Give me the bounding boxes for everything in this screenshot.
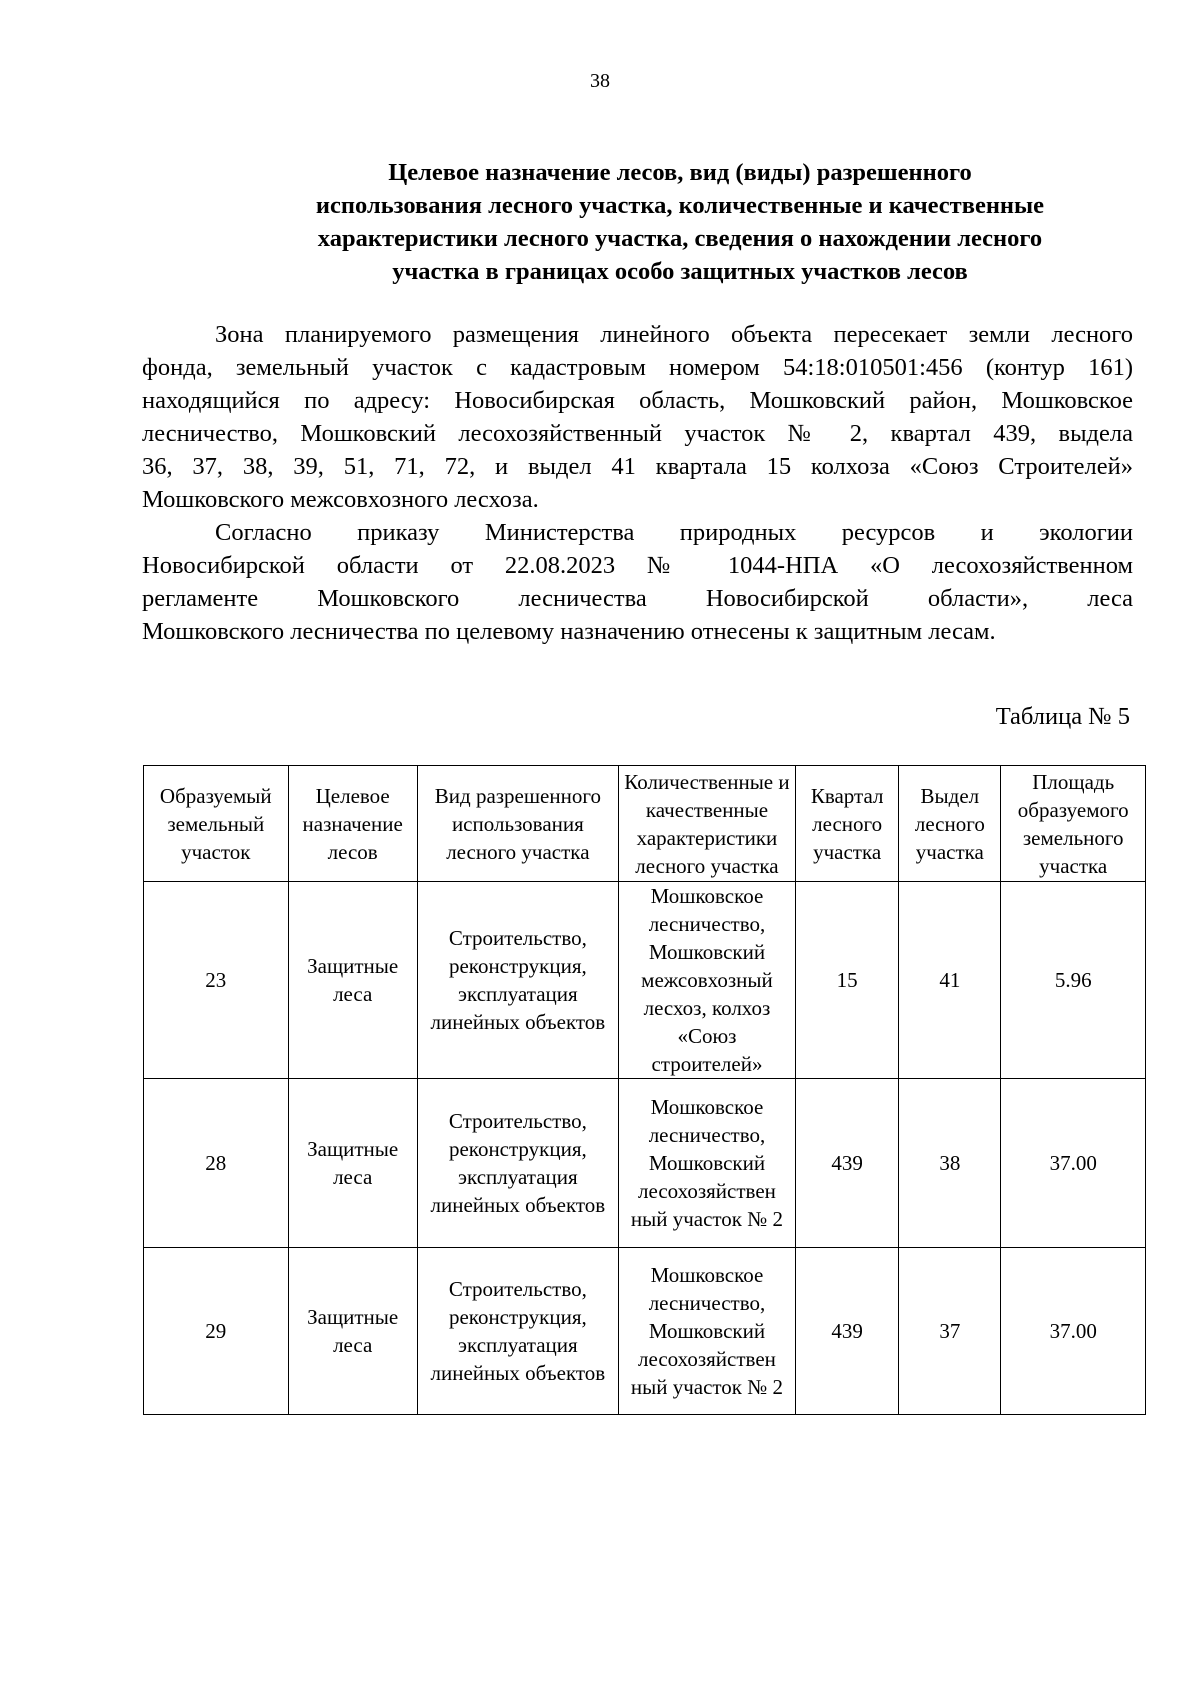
paragraph-line: фонда, земельный участок с кадастровым номером 54:18:010501:456 (контур 161) <box>142 354 1133 381</box>
paragraph-line: Зона планируемого размещения линейного объекта пересекает земли лесного <box>215 321 1133 348</box>
table-caption: Таблица № 5 <box>995 703 1130 730</box>
header-area: Площадь образуемого земельного участка <box>1001 766 1146 882</box>
table-header-row <box>144 766 1146 882</box>
cell-plot: 28 <box>144 1079 289 1248</box>
cell-plot: 29 <box>144 1248 289 1415</box>
cell-use: Строительство, реконструкция, эксплуатация линейных объектов <box>417 882 618 1079</box>
table-row <box>144 1079 1146 1248</box>
heading-line: характеристики лесного участка, сведения о нахождении лесного <box>317 225 1043 252</box>
cell-use: Строительство, реконструкция, эксплуатация линейных объектов <box>417 1248 618 1415</box>
cell-characteristics: Мошковское лесничество, Мошковский лесохозяйствен ный участок № 2 <box>618 1248 795 1415</box>
page-number: 38 <box>590 70 610 92</box>
paragraph-line: Согласно приказу Министерства природных ресурсов и экологии <box>215 519 1133 546</box>
cell-quarter: 439 <box>796 1079 899 1248</box>
cell-section: 41 <box>899 882 1001 1079</box>
heading-line: участка в границах особо защитных участков лесов <box>392 258 968 285</box>
header-section: Выдел лесного участка <box>899 766 1001 882</box>
heading-line: использования лесного участка, количественные и качественные <box>315 192 1045 219</box>
cell-section: 38 <box>899 1079 1001 1248</box>
header-characteristics: Количественные и качественные характеристики лесного участка <box>618 766 795 882</box>
paragraph-line: Новосибирской области от 22.08.2023 № 1044-НПА «О лесохозяйственном <box>142 552 1133 579</box>
cell-quarter: 15 <box>796 882 899 1079</box>
paragraph-line: регламенте Мошковского лесничества Новосибирской области», леса <box>142 585 1133 612</box>
header-use: Вид разрешенного использования лесного участка <box>417 766 618 882</box>
paragraph-location <box>142 318 1133 516</box>
section-heading <box>250 156 1110 288</box>
cell-purpose: Защитные леса <box>288 882 417 1079</box>
cell-area: 5.96 <box>1001 882 1146 1079</box>
paragraph-order <box>142 516 1133 648</box>
cell-plot: 23 <box>144 882 289 1079</box>
header-quarter: Квартал лесного участка <box>796 766 899 882</box>
table-row <box>144 882 1146 1079</box>
cell-characteristics: Мошковское лесничество, Мошковский межсовхозный лесхоз, колхоз «Союз строителей» <box>618 882 795 1079</box>
cell-quarter: 439 <box>796 1248 899 1415</box>
table-row <box>144 1248 1146 1415</box>
header-purpose: Целевое назначение лесов <box>288 766 417 882</box>
paragraph-line: Мошковского лесничества по целевому назначению отнесены к защитным лесам. <box>142 618 996 645</box>
paragraph-line: лесничество, Мошковский лесохозяйственный участок № 2, квартал 439, выдела <box>142 420 1133 447</box>
forest-plots-table <box>143 765 1146 1415</box>
cell-purpose: Защитные леса <box>288 1248 417 1415</box>
cell-purpose: Защитные леса <box>288 1079 417 1248</box>
paragraph-line: 36, 37, 38, 39, 51, 71, 72, и выдел 41 квартала 15 колхоза «Союз Строителей» <box>142 453 1133 480</box>
cell-area: 37.00 <box>1001 1248 1146 1415</box>
heading-line: Целевое назначение лесов, вид (виды) разрешенного <box>388 159 972 186</box>
cell-area: 37.00 <box>1001 1079 1146 1248</box>
cell-section: 37 <box>899 1248 1001 1415</box>
header-plot: Образуемый земельный участок <box>144 766 289 882</box>
paragraph-line: Мошковского межсовхозного лесхоза. <box>142 486 539 513</box>
cell-characteristics: Мошковское лесничество, Мошковский лесохозяйствен ный участок № 2 <box>618 1079 795 1248</box>
cell-use: Строительство, реконструкция, эксплуатация линейных объектов <box>417 1079 618 1248</box>
paragraph-line: находящийся по адресу: Новосибирская область, Мошковский район, Мошковское <box>142 387 1133 414</box>
